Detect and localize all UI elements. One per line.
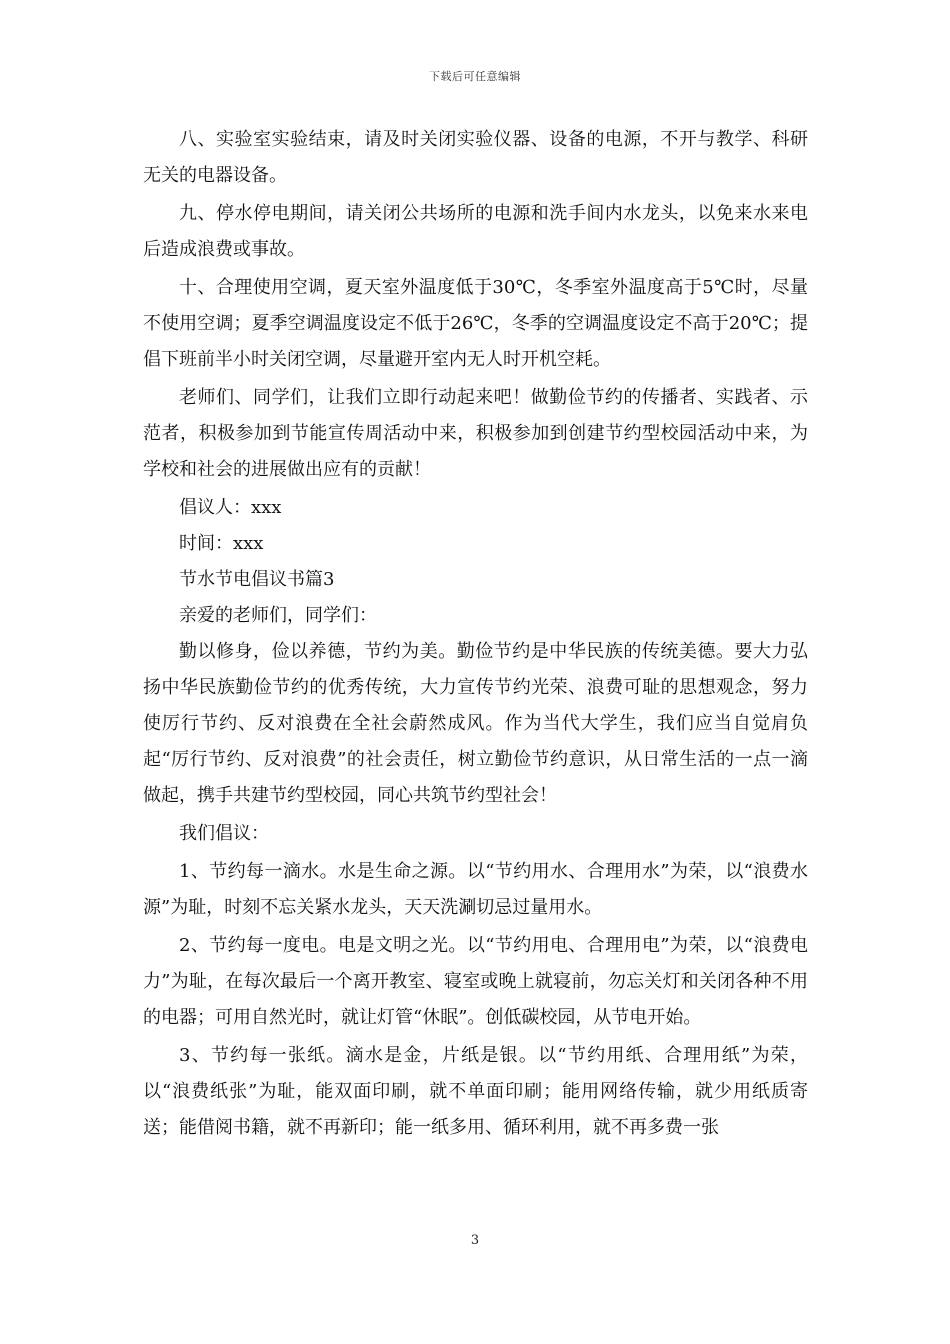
- page-header: 下载后可任意编辑: [429, 70, 521, 83]
- paragraph: 十、合理使用空调，夏天室外温度低于30℃，冬季室外温度高于5℃时，尽量不使用空调；夏季空调温度设定不低于26℃，冬季的空调温度设定不高于20℃；提倡下班前半小时关闭空调，尽量避开室内无人时开机空耗。: [143, 277, 808, 370]
- document-body: [143, 122, 808, 1146]
- paragraph: 老师们、同学们，让我们立即行动起来吧！做勤俭节约的传播者、实践者、示范者，积极参加到节能宣传周活动中来，积极参加到创建节约型校园活动中来，为学校和社会的进展做出应有的贡献！: [143, 387, 808, 480]
- page-number: 3: [470, 1233, 480, 1248]
- date-line: 时间：xxx: [179, 533, 264, 554]
- paragraph: 勤以修身，俭以养德，节约为美。勤俭节约是中华民族的传统美德。要大力弘扬中华民族勤俭节约的优秀传统，大力宣传节约光荣、浪费可耻的思想观念，努力使厉行节约、反对浪费在全社会蔚然成风。作为当代大学生，我们应当自觉肩负起“厉行节约、反对浪费”的社会责任，树立勤俭节约意识，从日常生活的一点一滴做起，携手共建节约型校园，同心共筑节约型社会！: [143, 641, 808, 806]
- signature-line: 倡议人：xxx: [179, 497, 282, 518]
- list-item: 2、节约每一度电。电是文明之光。以“节约用电、合理用电”为荣，以“浪费电力”为耻，在每次最后一个离开教室、寝室或晚上就寝前，勿忘关灯和关闭各种不用的电器；可用自然光时，就让灯管“休眠”。创低碳校园，从节电开始。: [143, 935, 808, 1028]
- paragraph: 九、停水停电期间，请关闭公共场所的电源和洗手间内水龙头，以免来水来电后造成浪费或事故。: [143, 203, 808, 260]
- paragraph: 我们倡议：: [179, 823, 269, 844]
- list-item: 1、节约每一滴水。水是生命之源。以“节约用水、合理用水”为荣，以“浪费水源”为耻，时刻不忘关紧水龙头，天天洗涮切忌过量用水。: [143, 861, 808, 918]
- section-title: 节水节电倡议书篇3: [179, 569, 335, 590]
- salutation: 亲爱的老师们，同学们：: [179, 605, 377, 626]
- paragraph: 八、实验室实验结束，请及时关闭实验仪器、设备的电源，不开与教学、科研无关的电器设备。: [143, 129, 808, 186]
- list-item: 3、节约每一张纸。滴水是金，片纸是银。以“节约用纸、合理用纸”为荣，以“浪费纸张”为耻，能双面印刷，就不单面印刷；能用网络传输，就少用纸质寄送；能借阅书籍，就不再新印；能一纸多用、循环利用，就不再多费一张: [143, 1045, 808, 1138]
